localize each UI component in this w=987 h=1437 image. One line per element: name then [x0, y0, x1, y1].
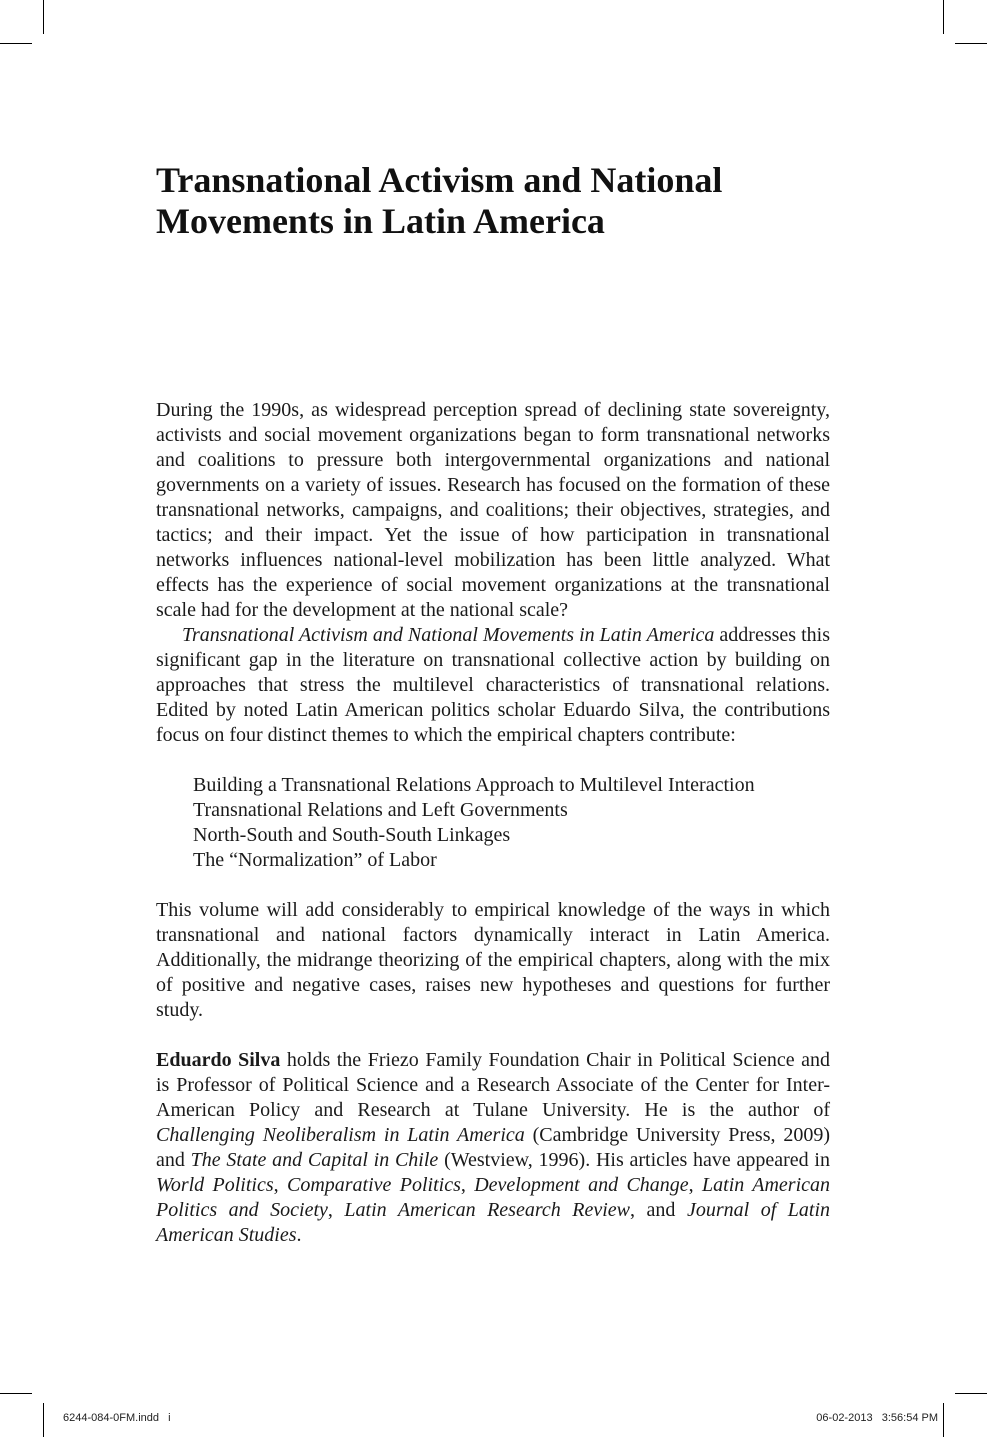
book-title [156, 160, 856, 242]
book-title-line-2: Movements in Latin America [156, 201, 605, 241]
author-bio-separator: , [327, 1199, 345, 1221]
description-paragraph-3: This volume will add considerably to empirical knowledge of the ways in which transnational and national factors dynamically interact in Latin America. Additionally, the midrange theorizing of the empirical chapters, along with the mix of positive and negative cases, raises new hypotheses and questions for further study. [156, 899, 830, 1021]
author-bio-separator: , [273, 1174, 287, 1196]
crop-mark-top-left-vertical [43, 0, 44, 34]
author-bio-text: (Westview, 1996). His articles have appeared in [438, 1149, 830, 1171]
theme-item: Transnational Relations and Left Governments [193, 799, 568, 821]
crop-mark-bottom-right-horizontal [955, 1393, 987, 1394]
themes-list [156, 773, 830, 873]
description-paragraph-1: During the 1990s, as widespread perception spread of declining state sovereignty, activists and social movement organizations began to form transnational networks and coalitions to pressure both intergovernmental organizations and national governments on a variety of issues. Research has focused on the formation of these transnational networks, campaigns, and coalitions; their objectives, strategies, and tactics; and their impact. Yet the issue of how participation in transnational networks influences national-level mobilization has been little analyzed. What effects has the experience of social movement organizations at the transnational scale had for the development at the national scale? [156, 399, 830, 621]
theme-item: Building a Transnational Relations Approach to Multilevel Interaction [193, 774, 755, 796]
journal-title: World Politics [156, 1174, 274, 1196]
print-slug-timestamp: 06-02-2013 3:56:54 PM [816, 1412, 938, 1424]
journal-title: Journal of Latin American Studies [156, 1199, 831, 1246]
author-bio-text: holds the Friezo Family Foundation Chair in Political Science and is Professor of Political Science and a Research Associate of the Center for Inter-American Policy and Research at Tulane University. He is the author of [156, 1049, 830, 1121]
journal-title: Development and Change [474, 1174, 689, 1196]
journal-title: Comparative Politics [286, 1174, 461, 1196]
author-bio [156, 1048, 830, 1248]
theme-item: The “Normalization” of Labor [193, 849, 437, 871]
back-cover-copy [156, 398, 830, 1248]
crop-mark-top-right-horizontal [955, 43, 987, 44]
crop-mark-top-left-horizontal [0, 43, 32, 44]
crop-mark-bottom-left-vertical [43, 1403, 44, 1437]
author-name: Eduardo Silva [156, 1049, 281, 1071]
book-title-reference: Transnational Activism and National Movements in Latin America [182, 624, 715, 646]
print-slug-filename: 6244-084-0FM.indd i [63, 1412, 171, 1424]
theme-item: North-South and South-South Linkages [193, 824, 511, 846]
author-bio-text: , and [630, 1199, 687, 1221]
author-book-title: The State and Capital in Chile [190, 1149, 439, 1171]
description-paragraph-2-text: addresses this significant gap in the literature on transnational collective action by building on approaches that stress the multilevel characteristics of transnational relations. Edited by noted Latin American politics scholar Eduardo Silva, the contributions focus on four distinct themes to which the empirical chapters contribute: [156, 624, 830, 746]
author-bio-separator: , [688, 1174, 703, 1196]
author-book-title: Challenging Neoliberalism in Latin America [156, 1124, 525, 1146]
book-title-line-1: Transnational Activism and National [156, 160, 723, 200]
author-bio-separator: , [460, 1174, 475, 1196]
description-paragraph-2 [156, 623, 830, 748]
crop-mark-bottom-right-vertical [943, 1403, 944, 1437]
crop-mark-top-right-vertical [943, 0, 944, 34]
journal-title: Latin American Research Review [344, 1199, 631, 1221]
crop-mark-bottom-left-horizontal [0, 1393, 32, 1394]
author-bio-text: (Cambridge University Press, 2009) and [156, 1124, 830, 1171]
journal-title: Latin American Politics and Society [156, 1174, 831, 1221]
author-bio-text: . [296, 1224, 302, 1246]
